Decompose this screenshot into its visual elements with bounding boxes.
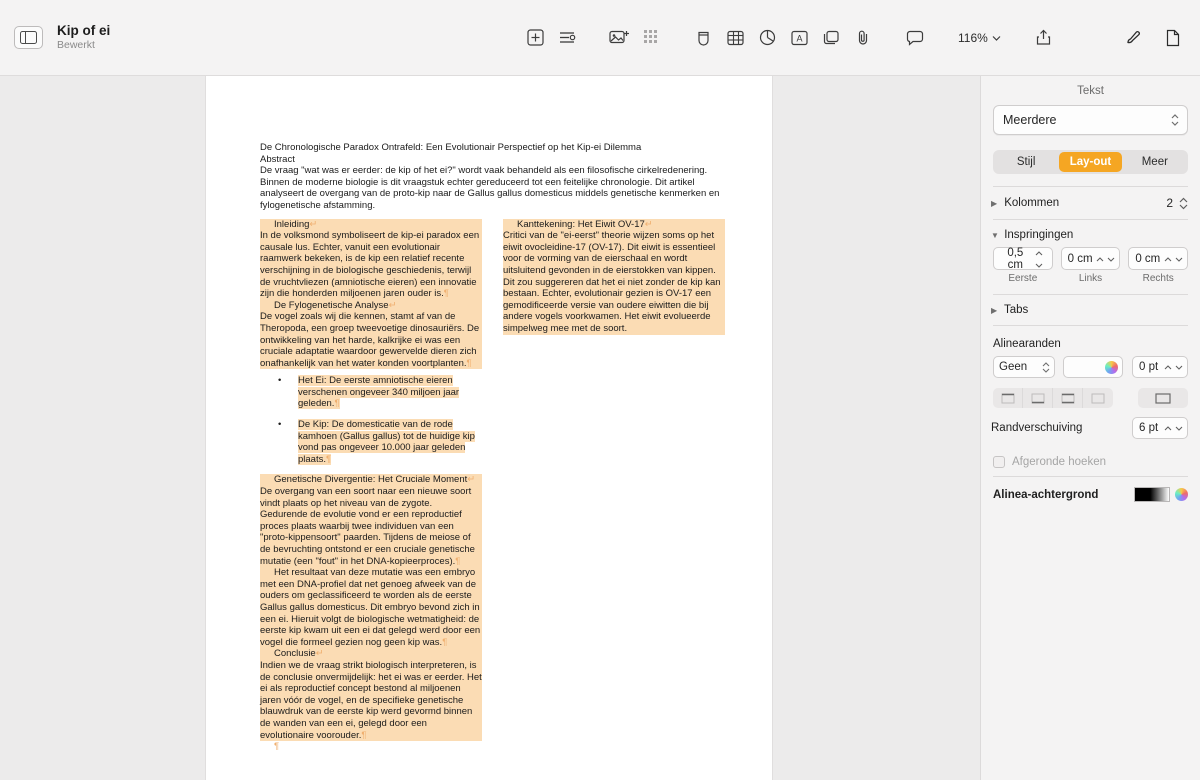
border-none-icon[interactable] <box>1083 388 1113 408</box>
columns-label: Kolommen <box>1004 197 1060 209</box>
document-status: Bewerkt <box>57 39 95 52</box>
shape-copy-icon[interactable] <box>816 24 846 52</box>
border-style-row <box>981 356 1200 378</box>
paragraph-style-select[interactable] <box>993 105 1188 135</box>
indent-first-label: Eerste <box>1008 273 1038 284</box>
background-color-controls[interactable] <box>1134 487 1188 502</box>
shapes-icon[interactable] <box>688 24 718 52</box>
format-brush-icon[interactable] <box>1118 24 1148 52</box>
color-wheel-icon[interactable] <box>1105 361 1118 374</box>
indents-row <box>981 220 1200 243</box>
tabs-label: Tabs <box>1004 304 1029 316</box>
zoom-value: 116% <box>958 30 988 45</box>
trailing-pilcrow: ¶ <box>274 741 280 753</box>
border-bottom-icon[interactable] <box>1023 388 1053 408</box>
indent-first-value: 0,5 cm <box>1007 246 1024 271</box>
paragraph-background-label: Alinea-achtergrond <box>993 488 1099 501</box>
stepper-arrows-icon[interactable] <box>1164 422 1183 434</box>
heading-conclusie: Conclusie↵ <box>260 648 482 660</box>
chevron-updown-icon <box>1171 114 1179 126</box>
border-offset-value: 6 pt <box>1139 422 1159 434</box>
inspector-title: Tekst <box>1077 85 1104 97</box>
chevron-updown-icon <box>1042 362 1050 373</box>
para-divergentie-2: Het resultaat van deze mutatie was een embryo met een DNA-profiel dat net genoeg afweek van de ouders om geclassificeerd te worden als de eerste Gallus gallus domesticus. Dit embryo bevond zich in een ei. Hieruit volgt de biologische wetmatigheid: de eerste kip kwam uit een ei dat gelegd werd door een vogel die formeel gezien nog geen kip was.¶ <box>260 567 481 648</box>
svg-text:A: A <box>795 33 803 43</box>
document-name: Kip of ei <box>57 22 111 38</box>
indent-left-value: 0 cm <box>1067 252 1093 265</box>
indent-first-input[interactable] <box>993 247 1053 270</box>
columns-row <box>981 187 1200 219</box>
tabs-row <box>981 295 1200 325</box>
tab-meer[interactable]: Meer <box>1141 156 1168 168</box>
document-abstract-heading: Abstract <box>260 153 295 165</box>
document-abstract: De vraag "wat was er eerder: de kip of het ei?" wordt vaak behandeld als een filosofische cirkelredenering. Binnen de moderne biologie is dit vraagstuk echter gereduceerd tot een feitelijke chronologie. Dit artikel analyseert de overgang van de proto-kip naar de Gallus gallus domesticus middels genetische kenmerken en fylogenetische afstamming. <box>260 165 720 211</box>
heading-kanttekening: Kanttekening: Het Eiwit OV-17↵ <box>503 219 725 231</box>
chart-icon[interactable] <box>752 24 782 52</box>
border-top-icon[interactable] <box>993 388 1023 408</box>
bullet-label-ei: Het Ei: <box>298 375 327 387</box>
stepper-arrows-icon[interactable] <box>1031 247 1048 271</box>
chevron-down-icon[interactable]: ▼ <box>991 231 999 240</box>
indent-first-cell <box>993 247 1053 284</box>
border-sides-group[interactable] <box>993 388 1113 408</box>
indents-label: Inspringingen <box>1004 229 1074 241</box>
comment-icon[interactable] <box>900 24 930 52</box>
paragraph-background-row <box>981 477 1200 512</box>
indent-left-cell <box>1061 247 1121 284</box>
tabs-label-wrap[interactable] <box>991 304 1028 316</box>
indents-label-wrap[interactable] <box>991 229 1073 241</box>
stepper-arrows-icon[interactable] <box>1179 197 1188 210</box>
document-icon[interactable] <box>1158 24 1188 52</box>
heading-fylogenetische-analyse: De Fylogenetische Analyse↵ <box>260 300 482 312</box>
stepper-arrows-icon[interactable] <box>1096 253 1115 265</box>
border-width-input[interactable] <box>1132 356 1188 378</box>
indent-right-value: 0 cm <box>1135 252 1161 265</box>
columns-stepper[interactable] <box>1166 196 1188 210</box>
add-page-icon[interactable] <box>520 24 550 52</box>
attachment-icon[interactable] <box>848 24 878 52</box>
toolbar <box>0 0 1200 76</box>
document-page[interactable] <box>206 76 772 780</box>
border-style-select[interactable] <box>993 356 1055 378</box>
border-all-icon[interactable] <box>1138 388 1188 408</box>
document-title-block[interactable] <box>57 23 110 53</box>
indent-left-input[interactable] <box>1061 247 1121 270</box>
bullet-dot: • <box>278 419 282 431</box>
border-color-preview[interactable] <box>1063 356 1123 378</box>
indent-right-cell <box>1128 247 1188 284</box>
paragraph-style-value: Meerdere <box>1003 113 1057 127</box>
list-item: • Het Ei: De eerste amniotische eieren verschenen ongeveer 340 miljoen jaar geleden.¶ <box>278 375 460 410</box>
bullet-text-ei: De eerste amniotische eieren verschenen ongeveer 340 miljoen jaar geleden. <box>298 375 460 410</box>
text-style-icon[interactable] <box>552 24 582 52</box>
bullet-label-kip: De Kip: <box>298 419 330 431</box>
heading-genetische-divergentie: Genetische Divergentie: Het Cruciale Moment↵ <box>260 474 482 486</box>
para-inleiding: In de volksmond symboliseert de kip-ei paradox een causale lus. Echter, vanuit een evolutionair raamwerk bekeken, is de kip een relatief recente verschijning in de biologische geschiedenis, terwijl de vruchtvliezen (amniotische eieren) een innovatie zijn die honderden miljoenen jaren ouder is.¶ <box>260 230 482 300</box>
bullet-text-kip: De domesticatie van de rode kamhoen (Gallus gallus) tot de huidige kip vond pas ongeveer 10.000 jaar geleden plaats. <box>298 419 475 465</box>
column-left <box>260 219 482 753</box>
heading-inleiding: Inleiding↵ <box>260 219 482 231</box>
chevron-right-icon[interactable]: ▶ <box>991 199 998 208</box>
indent-right-input[interactable] <box>1128 247 1188 270</box>
indent-right-label: Rechts <box>1142 273 1174 284</box>
columns-label-wrap[interactable] <box>991 197 1059 209</box>
para-conclusie: Indien we de vraag strikt biologisch interpreteren, is de conclusie onvermijdelijk: het ei was er eerder. Het ei als reproductief concept bestond al miljoenen jaren vóór de vogel, en de specifieke genetische blauwdruk van de eerste kip werd gevormd binnen de wanden van een ei, gelegd door een evolutionaire voorouder.¶ <box>260 659 482 741</box>
rounded-corners-label: Afgeronde hoeken <box>1012 456 1106 468</box>
media-grid-icon[interactable] <box>636 24 666 52</box>
columns-value: 2 <box>1166 196 1173 210</box>
border-width-value: 0 pt <box>1139 361 1159 373</box>
sidebar-toggle-button[interactable] <box>14 26 43 49</box>
text-box-icon[interactable] <box>784 24 814 52</box>
border-style-value: Geen <box>999 361 1028 373</box>
tab-lay-out[interactable]: Lay-out <box>1059 152 1121 172</box>
share-icon[interactable] <box>1029 24 1059 52</box>
column-right <box>503 219 725 753</box>
stepper-arrows-icon[interactable] <box>1164 361 1183 373</box>
two-column-layout <box>260 219 728 753</box>
bullet-list <box>260 375 482 465</box>
document-heading-title: De Chronologische Paradox Ontrafeld: Een Evolutionair Perspectief op het Kip-ei Dilemma <box>260 142 642 153</box>
indent-fields <box>981 243 1200 294</box>
para-fylogenetische-analyse: De vogel zoals wij die kennen, stamt af van de Theropoda, een groep tweevoetige dinosauriërs. De ontwikkeling van het harde, kalkrijke ei was een cruciale adaptatie waardoor gewervelde dieren zich onafhankelijk van het water konden voortplanten.¶ <box>260 311 482 369</box>
bullet-dot: • <box>278 375 282 387</box>
table-icon[interactable] <box>720 24 750 52</box>
para-divergentie-1: De overgang van een soort naar een nieuwe soort vindt plaats op het niveau van de zygote. Gedurende de evolutie vond er een reproductief proces plaats waarbij twee individuen van een "proto-kippensoort" paarden. Tijdens de meiose of de bevruchting ontstond er een cruciale genetische mutatie (een "fout" in het DNA-kopieerproces).¶ <box>260 486 482 567</box>
format-inspector <box>980 76 1200 780</box>
color-wheel-icon[interactable] <box>1175 488 1188 501</box>
document-text-body[interactable] <box>260 142 728 753</box>
rounded-corners-row[interactable] <box>981 448 1200 476</box>
chevron-right-icon[interactable]: ▶ <box>991 306 998 315</box>
inspector-tabs <box>993 150 1188 174</box>
tab-stijl[interactable]: Stijl <box>1016 156 1036 168</box>
border-side-toggles <box>981 378 1200 408</box>
border-offset-input[interactable] <box>1132 417 1188 439</box>
chevron-down-icon <box>992 35 1001 41</box>
media-icon[interactable] <box>604 24 634 52</box>
rounded-corners-checkbox[interactable] <box>993 456 1005 468</box>
list-item: • De Kip: De domesticatie van de rode kamhoen (Gallus gallus) tot de huidige kip vond pas ongeveer 10.000 jaar geleden plaats.¶ <box>278 419 475 465</box>
toolbar-center-group <box>520 24 1059 52</box>
style-select-wrap <box>981 105 1200 135</box>
paragraph-borders-heading: Alinearanden <box>993 338 1061 350</box>
indent-left-label: Links <box>1078 273 1103 284</box>
zoom-control[interactable] <box>952 28 1007 48</box>
border-offset-row <box>981 408 1200 448</box>
toolbar-right-group <box>1118 24 1188 52</box>
stepper-arrows-icon[interactable] <box>1164 253 1183 265</box>
border-offset-label: Randverschuiving <box>991 422 1083 434</box>
toolbar-left-group <box>0 23 110 53</box>
gradient-swatch[interactable] <box>1134 487 1170 502</box>
para-kanttekening: Critici van de "ei-eerst" theorie wijzen soms op het eiwit ovocleidine-17 (OV-17). Dit eiwit is essentieel voor de vorming van de eierschaal en wordt uitsluitend gevonden in de eierstokken van kippen. Dit zou suggereren dat het ei niet zonder de kip kan bestaan. Echter, evolutionair gezien is OV-17 een gemodificeerde versie van oudere eiwitten die bij andere vogels voorkwamen. Het eiwit evolueerde simpelweg mee met de soort. <box>503 230 725 334</box>
border-topbottom-icon[interactable] <box>1053 388 1083 408</box>
